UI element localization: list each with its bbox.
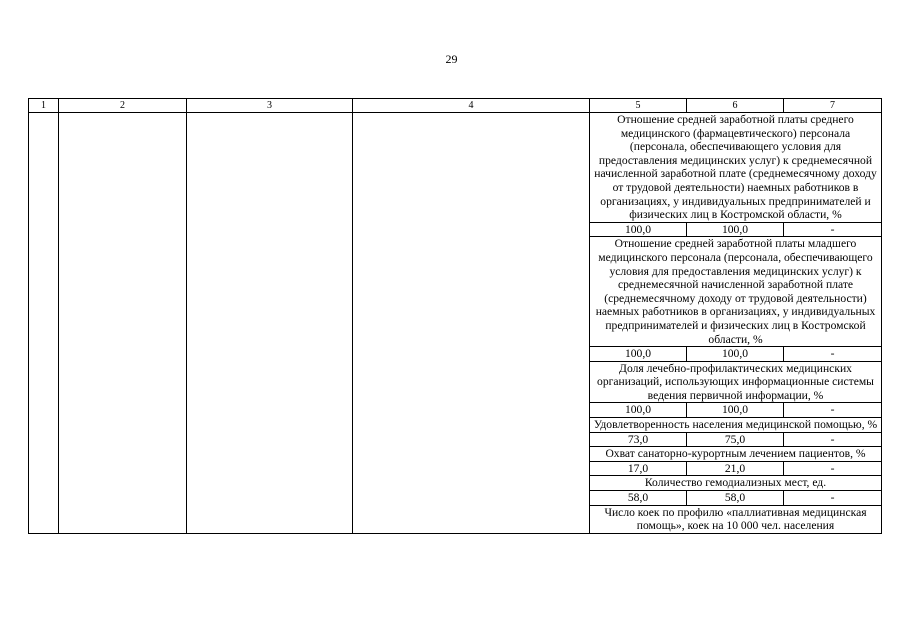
page-number: 29 bbox=[445, 52, 458, 66]
indicator-row bbox=[29, 113, 882, 223]
indicator-value-col-5: 73,0 bbox=[590, 432, 687, 447]
indicator-value-col-6: 75,0 bbox=[687, 432, 784, 447]
indicator-value-col-6: 100,0 bbox=[687, 347, 784, 362]
header-col-3: 3 bbox=[187, 99, 353, 113]
indicator-value-col-5: 58,0 bbox=[590, 491, 687, 506]
indicator-description: Отношение средней заработной платы младшего медицинского персонала (персонала, обеспечивающего условия для предоставления медицинских услуг) к среднемесячной начисленной заработной плате (среднемесячному доходу от трудовой деятельности) наемных работников в организациях, у индивидуальных предпринимателей и физических лиц в Костромской области, % bbox=[590, 237, 882, 347]
indicator-value-col-7: - bbox=[784, 432, 882, 447]
indicator-description: Отношение средней заработной платы среднего медицинского (фармацевтического) персонала (персонала, обеспечивающего условия для предоставления медицинских услуг) к среднемесячной начисленной заработной плате (среднемесячному доходу от трудовой деятельности) наемных работников в организациях, у индивидуальных предпринимателей и физических лиц в Костромской области, % bbox=[590, 113, 882, 223]
indicator-value-col-7: - bbox=[784, 403, 882, 418]
header-col-1: 1 bbox=[29, 99, 59, 113]
indicator-value-col-5: 100,0 bbox=[590, 222, 687, 237]
header-col-2: 2 bbox=[59, 99, 187, 113]
header-col-5: 5 bbox=[590, 99, 687, 113]
indicator-value-col-5: 100,0 bbox=[590, 403, 687, 418]
header-col-6: 6 bbox=[687, 99, 784, 113]
indicator-value-col-5: 100,0 bbox=[590, 347, 687, 362]
indicator-value-col-6: 100,0 bbox=[687, 222, 784, 237]
col-4-cell bbox=[353, 113, 590, 534]
header-col-7: 7 bbox=[784, 99, 882, 113]
col-3-cell bbox=[187, 113, 353, 534]
col-1-cell bbox=[29, 113, 59, 534]
indicator-value-col-7: - bbox=[784, 461, 882, 476]
indicator-value-col-5: 17,0 bbox=[590, 461, 687, 476]
indicator-description: Доля лечебно-профилактических медицинских организаций, использующих информационные системы ведения первичной информации, % bbox=[590, 361, 882, 403]
indicator-value-col-6: 21,0 bbox=[687, 461, 784, 476]
indicators-table bbox=[28, 98, 882, 534]
indicator-value-col-7: - bbox=[784, 491, 882, 506]
indicator-value-col-6: 58,0 bbox=[687, 491, 784, 506]
indicator-value-col-6: 100,0 bbox=[687, 403, 784, 418]
indicator-description: Охват санаторно-курортным лечением пациентов, % bbox=[590, 447, 882, 462]
col-2-cell bbox=[59, 113, 187, 534]
indicator-description: Удовлетворенность населения медицинской помощью, % bbox=[590, 418, 882, 433]
indicator-value-col-7: - bbox=[784, 222, 882, 237]
table-header-row bbox=[29, 99, 882, 113]
indicator-description: Число коек по профилю «паллиативная медицинская помощь», коек на 10 000 чел. населения bbox=[590, 505, 882, 533]
header-col-4: 4 bbox=[353, 99, 590, 113]
indicator-description: Количество гемодиализных мест, ед. bbox=[590, 476, 882, 491]
indicator-value-col-7: - bbox=[784, 347, 882, 362]
